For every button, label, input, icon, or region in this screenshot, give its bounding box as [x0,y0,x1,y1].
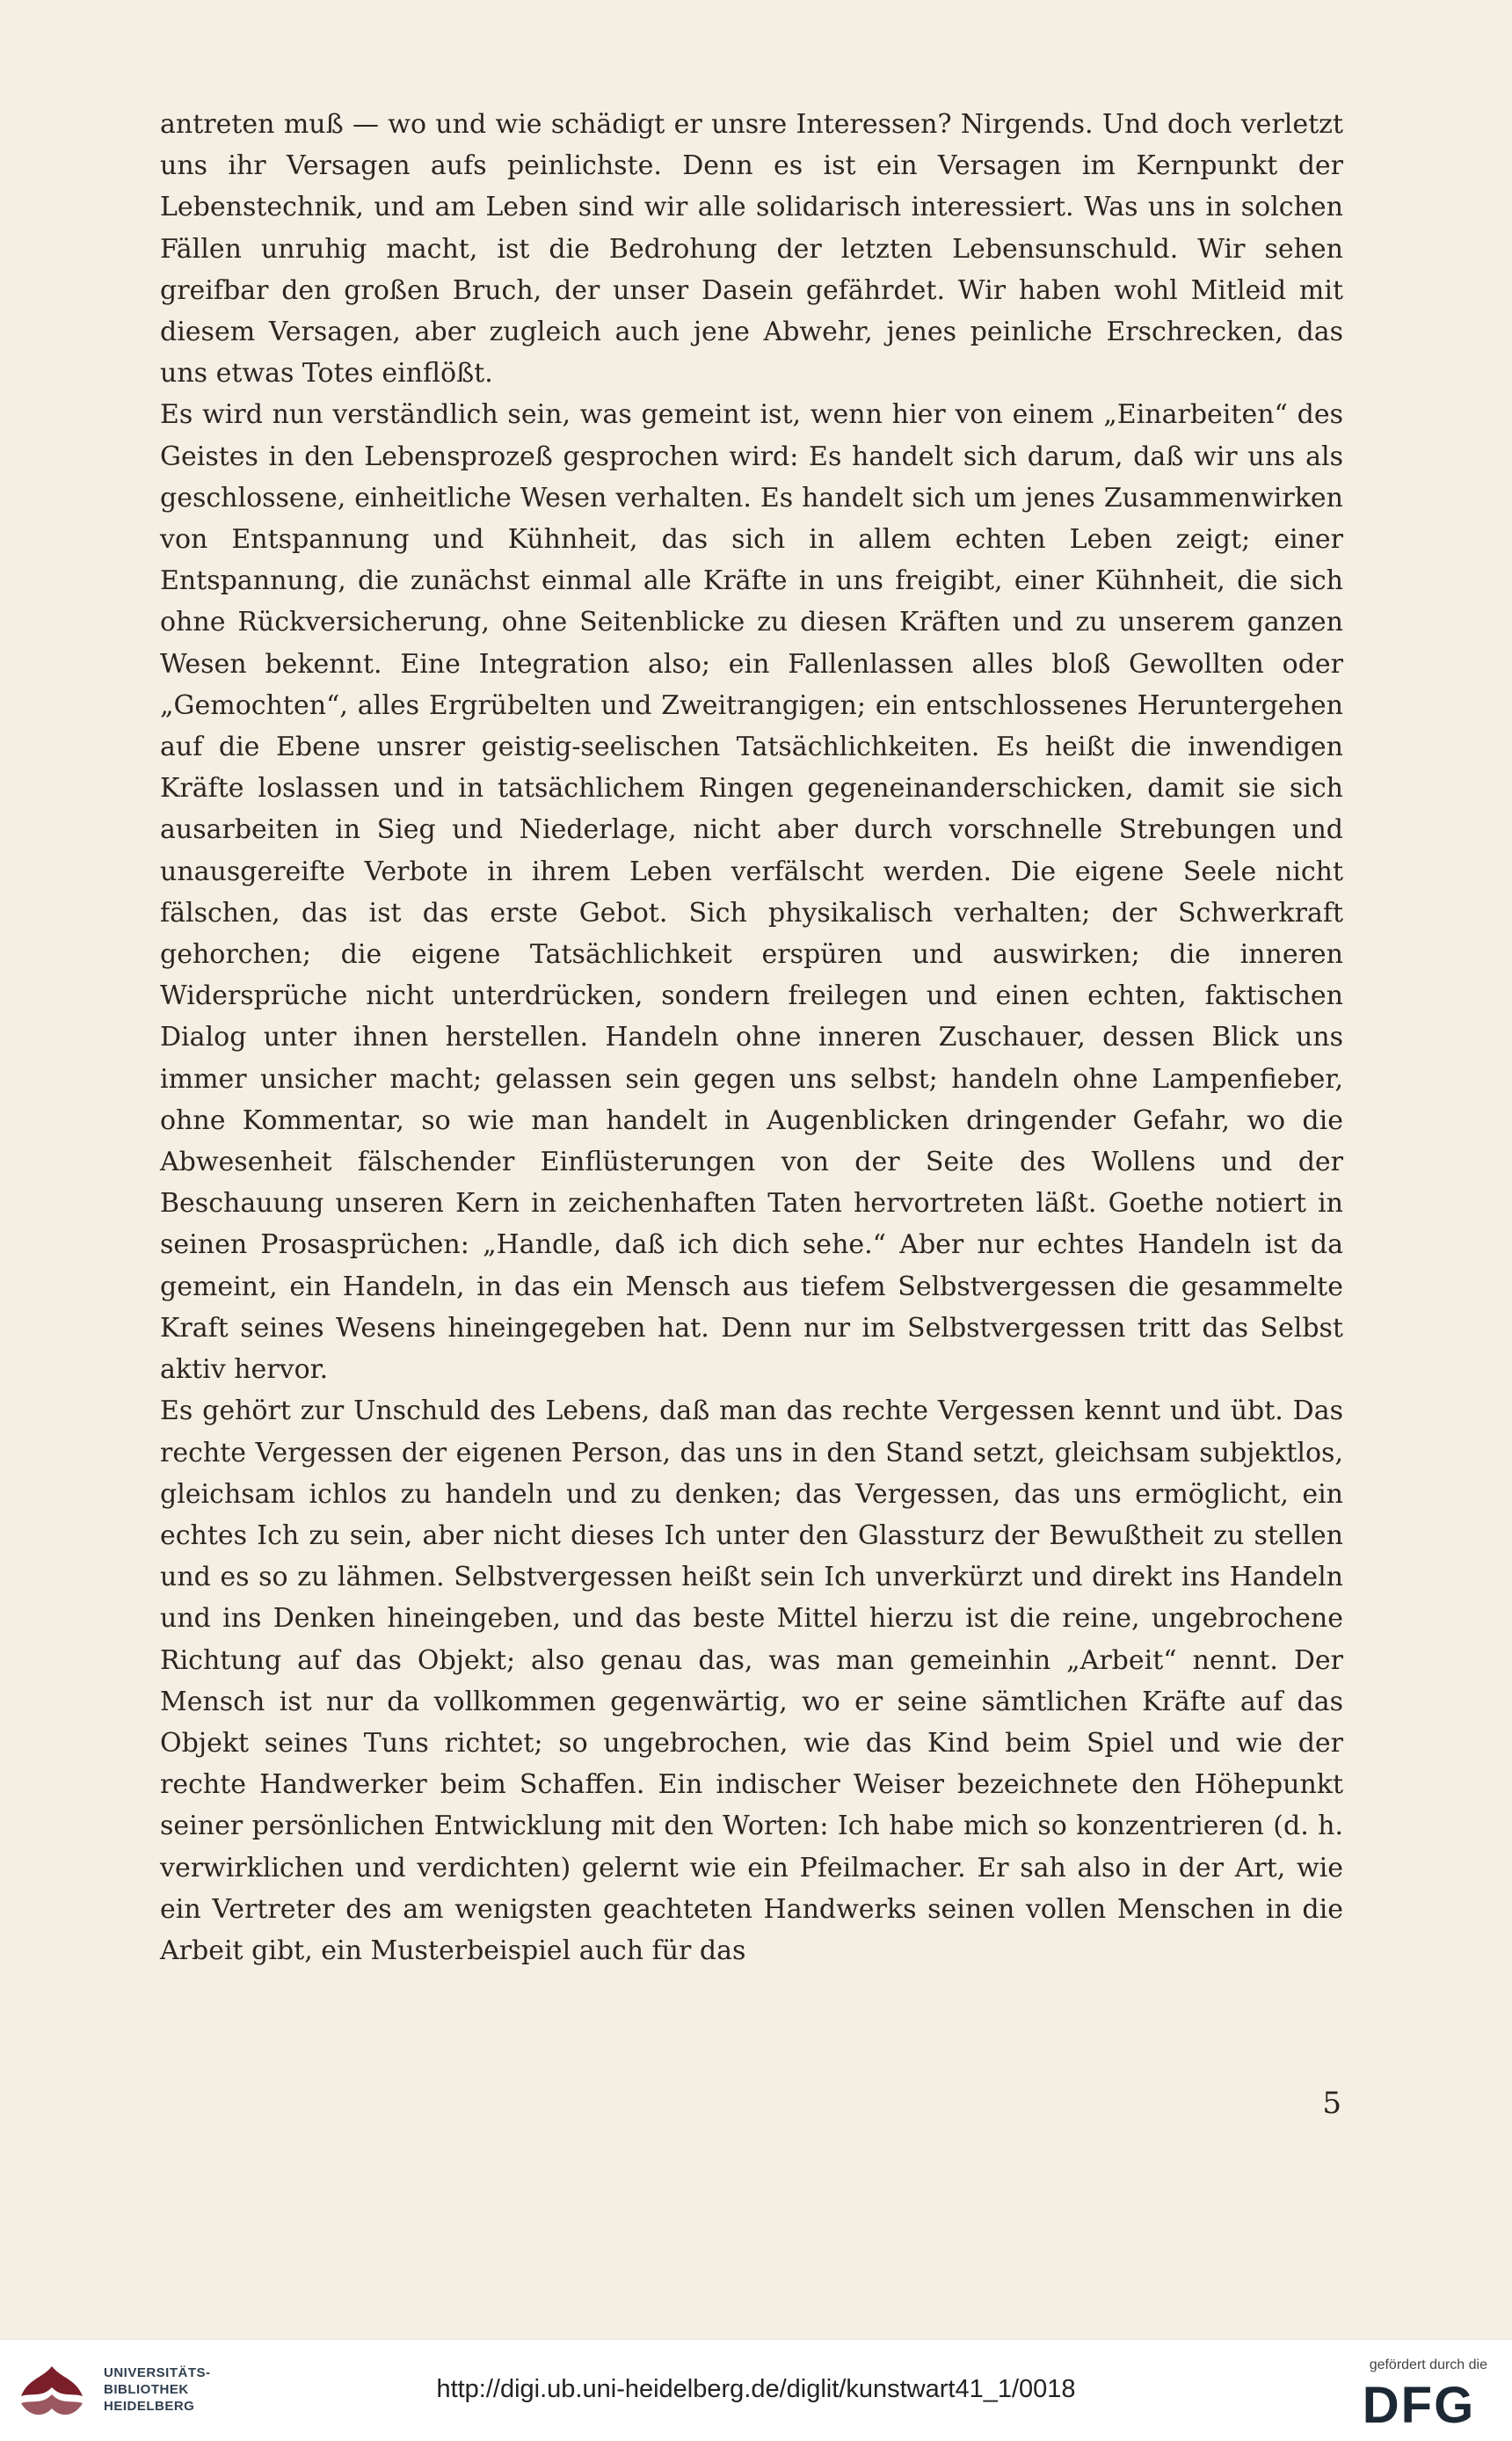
funding-caption: gefördert durch die [1369,2357,1487,2372]
paragraph: Es wird nun verständlich sein, was gemeint ist, wenn hier von einem „Einarbeiten“ des Geistes in den Lebensprozeß gesprochen wird: Es handelt sich darum, daß wir uns als geschlossene, einheitliche Wesen verhalten. Es handelt sich um jenes Zusammenwirken von Entspannung und Kühnheit, das sich in allem echten Leben zeigt; einer Entspannung, die zunächst einmal alle Kräfte in uns freigibt, einer Kühnheit, die sich ohne Rückversicherung, ohne Seitenblicke zu diesen Kräften und zu unserem ganzen Wesen bekennt. Eine Integration also; ein Fallenlassen alles bloß Gewollten oder „Gemochten“, alles Ergrübelten und Zweitrangigen; ein entschlossenes Heruntergehen auf die Ebene unsrer geistig-seelischen Tatsächlichkeiten. Es heißt die inwendigen Kräfte loslassen und in tatsächlichem Ringen gegeneinanderschicken, damit sie sich ausarbeiten in Sieg und Niederlage, nicht aber durch vorschnelle Strebungen und unausgereifte Verbote in ihrem Leben verfälscht werden. Die eigene Seele nicht fälschen, das ist das erste Gebot. Sich physikalisch verhalten; der Schwerkraft gehorchen; die eigene Tatsächlichkeit erspüren und auswirken; die inneren Widersprüche nicht unterdrücken, sondern freilegen und einen echten, faktischen Dialog unter ihnen herstellen. Handeln ohne inneren Zuschauer, dessen Blick uns immer unsicher macht; gelassen sein gegen uns selbst; handeln ohne Lampenfieber, ohne Kommentar, so wie man handelt in Augenblicken dringender Gefahr, wo die Abwesenheit fälschender Einflüsterungen von der Seite des Wollens und der Beschauung unseren Kern in zeichenhaften Taten hervortreten läßt. Goethe notiert in seinen Prosasprüchen: „Handle, daß ich dich sehe.“ Aber nur echtes Handeln ist da gemeint, ein Handeln, in das ein Mensch aus tiefem Selbstvergessen die gesammelte Kraft seines Wesens hineingegeben hat. Denn nur im Selbstvergessen tritt das Selbst aktiv hervor. [160,399,1343,1386]
page-number: 5 [1322,2086,1341,2121]
library-name-line: BIBLIOTHEK [104,2382,189,2397]
dfg-logo [1348,2379,1489,2430]
library-name-line: HEIDELBERG [104,2399,195,2414]
library-name-line: UNIVERSITÄTS- [104,2365,211,2380]
paragraph: Es gehört zur Unschuld des Lebens, daß man das rechte Vergessen kennt und übt. Das rechte Vergessen der eigenen Person, das uns in den Stand setzt, gleichsam subjektlos, gleichsam ichlos zu handeln und zu denken; das Vergessen, das uns ermöglicht, ein echtes Ich zu sein, aber nicht dieses Ich unter den Glassturz der Bewußtheit zu stellen und es so zu lähmen. Selbstvergessen heißt sein Ich unverkürzt und direkt ins Handeln und ins Denken hineingeben, und das beste Mittel hierzu ist die reine, ungebrochene Richtung auf das Objekt; also genau das, was man gemeinhin „Arbeit“ nennt. Der Mensch ist nur da vollkommen gegenwärtig, wo er seine sämtlichen Kräfte auf das Objekt seines Tuns richtet; so ungebrochen, wie das Kind beim Spiel und wie der rechte Handwerker beim Schaffen. Ein indischer Weiser bezeichnete den Höhepunkt seiner persönlichen Entwicklung mit den Worten: Ich habe mich so konzentrieren (d. h. verwirklichen und verdichten) gelernt wie ein Pfeilmacher. Er sah also in der Art, wie ein Vertreter des am wenigsten geachteten Handwerks seinen vollen Menschen in die Arbeit gibt, ein Musterbeispiel auch für das [160,1395,1343,1966]
paragraph: antreten muß — wo und wie schädigt er unsre Interessen? Nirgends. Und doch verletzt uns ihr Versagen aufs peinlichste. Denn es ist ein Versagen im Kernpunkt der Lebenstechnik, und am Leben sind wir alle solidarisch interessiert. Was uns in solchen Fällen unruhig macht, ist die Bedrohung der letzten Lebensunschuld. Wir sehen greifbar den großen Bruch, der unser Dasein gefährdet. Wir haben wohl Mitleid mit diesem Versagen, aber zugleich auch jene Abwehr, jenes peinliche Erschrecken, das uns etwas Totes einflößt. [160,109,1343,390]
viewer-footer [0,2339,1512,2441]
body-text [160,104,1343,1971]
permalink-url[interactable]: http://digi.ub.uni-heidelberg.de/diglit/kunstwart41_1/0018 [436,2375,1076,2403]
svg-text:DFG: DFG [1362,2379,1476,2430]
